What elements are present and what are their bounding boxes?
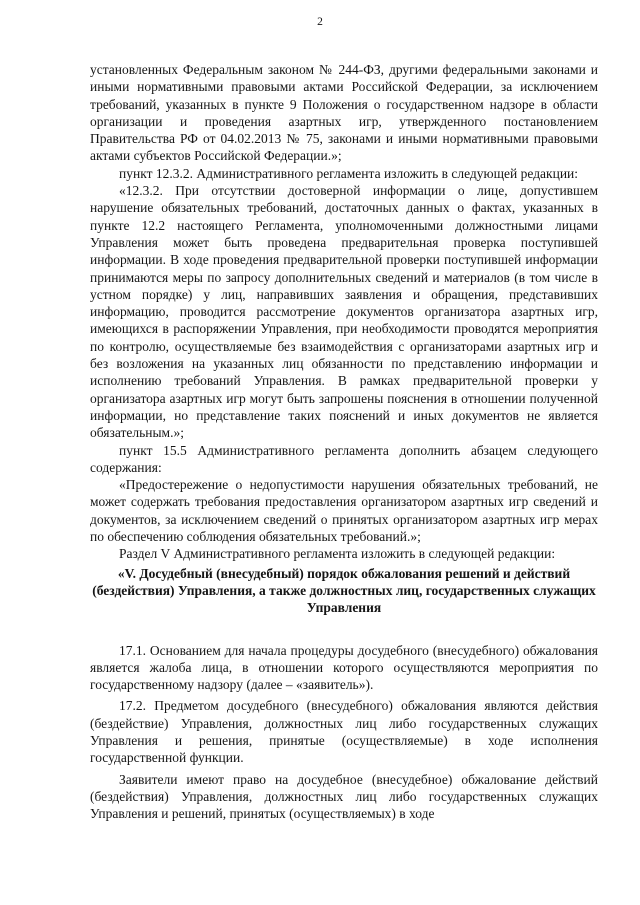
paragraph-item-15-5-text: «Предостережение о недопустимости нарушения обязательных требований, не может содержать требования предоставления организатором азартных игр сведений и документов, за исключением сведений о принятых организатором азартных игр мерах по обеспечению соблюдения обязательных требований.»;	[90, 477, 598, 545]
paragraph-continuation: установленных Федеральным законом № 244-ФЗ, другими федеральными законами и иными нормативными правовыми актами Российской Федерации, за исключением требований, указанных в пункте 9 Положения о государственном надзоре в области организации и проведения азартных игр, утвержденного постановлением Правительства РФ от 04.02.2013 № 75, законами и иными нормативными правовыми актами субъектов Российской Федерации.»;	[90, 62, 598, 164]
paragraph-17-2: 17.2. Предметом досудебного (внесудебного) обжалования являются действия (бездействие) Управления, должностных лиц либо государственных служащих Управления и решения, принятые (осуществляемые) в ходе исполнения государственной функции.	[90, 698, 598, 766]
paragraph-section-v-intro: Раздел V Административного регламента изложить в следующей редакции:	[119, 546, 556, 562]
paragraph-item-12-3-2-text: «12.3.2. При отсутствии достоверной информации о лице, допустившем нарушение обязательных требований, достаточных данных о фактах, указанных в пункте 12.2 настоящего Регламента, уполномоченными должностными лицами Управления может быть проведена предварительная проверка поступившей информации. В ходе проведения предварительной проверки поступившей информации принимаются меры по запросу дополнительных сведений и материалов (в том числе в устном порядке) у лиц, направивших заявления и обращения, представивших информацию, проводится рассмотрение документов организатора азартных игр, имеющихся в распоряжении Управления, при необходимости проводятся мероприятия по контролю, осуществляемые без взаимодействия с организаторами азартных игр и без возложения на указанных лиц обязанности по представлению информации и исполнению требований Управления. В рамках предварительной проверки у организатора азартных игр могут быть запрошены пояснения в отношении полученной информации, но представление таких пояснений и иных документов не является обязательным.»;	[90, 183, 598, 441]
page-number: 2	[317, 16, 323, 28]
paragraph-item-12-3-2-intro: пункт 12.3.2. Административного регламента изложить в следующей редакции:	[119, 165, 579, 181]
paragraph-applicants-rights: Заявители имеют право на досудебное (внесудебное) обжалование действий (бездействия) Управления, должностных лиц либо государственных служащих Управления и решений, принятых (осуществляемых) в ходе	[90, 771, 598, 822]
document-body	[90, 61, 598, 822]
paragraph-item-15-5-intro: пункт 15.5 Административного регламента дополнить абзацем следующего содержания:	[90, 442, 598, 475]
section-heading: «V. Досудебный (внесудебный) порядок обжалования решений и действий (бездействия) Управления, а также должностных лиц, государственных служащих Управления	[92, 565, 596, 616]
paragraph-17-1: 17.1. Основанием для начала процедуры досудебного (внесудебного) обжалования является жалоба лица, в отношении которого осуществляются мероприятия по государственному надзору (далее – «заявитель»).	[90, 642, 598, 693]
